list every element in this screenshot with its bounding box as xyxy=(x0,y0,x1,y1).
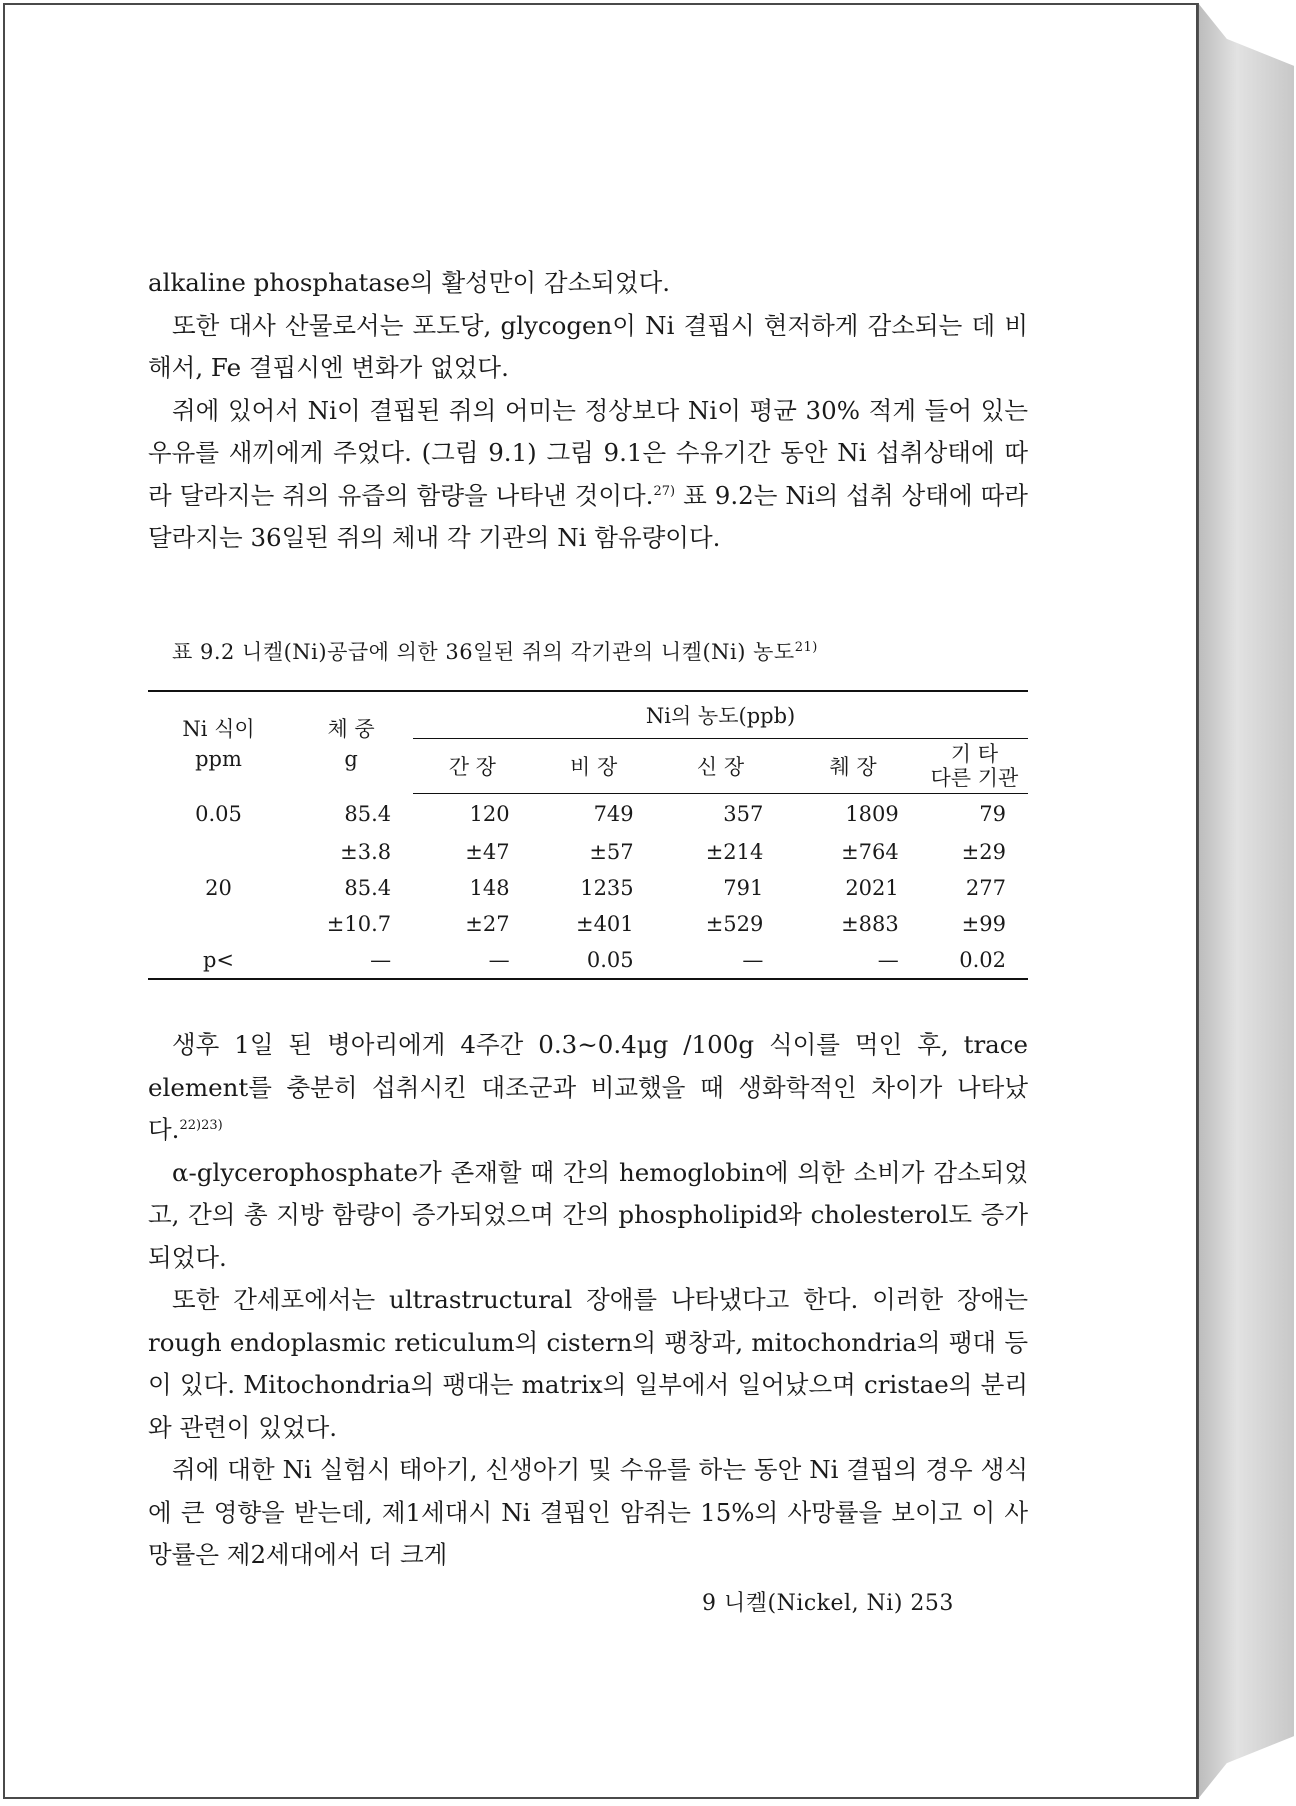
paragraph-3 xyxy=(148,390,1028,560)
table-row: 20 85.4 148 1235 791 2021 277 xyxy=(205,875,1006,900)
book-spine xyxy=(1198,3,1294,1799)
table-row: ±3.8 ±47 ±57 ±214 ±764 ±29 xyxy=(340,839,1006,864)
running-footer: 9 니켈(Nickel, Ni) 253 xyxy=(702,1591,954,1616)
table-caption-ref: 21) xyxy=(794,640,818,655)
col-spleen: 비 장 xyxy=(532,739,656,794)
table-row: ±10.7 ±27 ±401 ±529 ±883 ±99 xyxy=(326,911,1006,936)
body-text-top xyxy=(148,262,1028,560)
body-text-bottom xyxy=(148,1024,1028,1577)
data-table xyxy=(148,690,1028,980)
reference-22-23: 22)23) xyxy=(179,1117,223,1133)
paragraph-5-text: 생후 1일 된 병아리에게 4주간 0.3~0.4μg /100g 식이를 먹인 후, trace element를 충분히 섭취시킨 대조군과 비교했을 때 생화학적인 차이가 나타났다. xyxy=(148,1030,1028,1144)
table-caption-text: 표 9.2 니켈(Ni)공급에 의한 36일된 쥐의 각기관의 니켈(Ni) 농도 xyxy=(172,640,795,664)
paragraph-3-tail: 표 9.2는 Ni의 섭취 상태에 따라 달라지는 36일된 쥐의 체내 각 기관의 Ni 함유량이다. xyxy=(148,480,1028,552)
ni-concentration-header: Ni의 농도(ppb) xyxy=(413,691,1028,739)
table-row: p< — — 0.05 — — 0.02 xyxy=(148,942,1028,979)
col-liver: 간 장 xyxy=(413,739,531,794)
col-kidney: 신 장 xyxy=(656,739,786,794)
col-pancreas: 췌 장 xyxy=(785,739,920,794)
paragraph-3-text: 쥐에 있어서 Ni이 결핍된 쥐의 어미는 정상보다 Ni이 평균 30% 적게 들어 있는 우유를 새끼에게 주었다. (그림 9.1) 그림 9.1은 수유기간 동안 Ni 섭취상태에 따라 달라지는 쥐의 유즙의 함량을 나타낸 것이다. xyxy=(148,395,1028,510)
col-other-organs: 기 타 다른 기관 xyxy=(921,739,1028,794)
paragraph-7: 또한 간세포에서는 ultrastructural 장애를 나타냈다고 한다. 이러한 장애는 rough endoplasmic reticulum의 cistern의 팽창과, mitochondria의 팽대 등이 있다. Mitochondria의 팽대는 matrix의 일부에서 일어났으며 cristae의 분리와 관련이 있었다. xyxy=(148,1285,1028,1442)
spine-edge xyxy=(1198,3,1199,1799)
paragraph-2: 또한 대사 산물로서는 포도당, glycogen이 Ni 결핍시 현저하게 감소되는 데 비해서, Fe 결핍시엔 변화가 없었다. xyxy=(148,310,1028,382)
paragraph-1: alkaline phosphatase의 활성만이 감소되었다. xyxy=(148,268,671,297)
table-caption xyxy=(172,636,1022,666)
col-diet-header: Ni 식이 ppm xyxy=(182,717,255,771)
paragraph-5 xyxy=(148,1024,1028,1152)
paragraph-6: α-glycerophosphate가 존재할 때 간의 hemoglobin에 의한 소비가 감소되었고, 간의 총 지방 함량이 증가되었으며 간의 phospholipid와 cholesterol도 증가되었다. xyxy=(148,1157,1028,1272)
paragraph-8: 쥐에 대한 Ni 실험시 태아기, 신생아기 및 수유를 하는 동안 Ni 결핍의 경우 생식에 큰 영향을 받는데, 제1세대시 Ni 결핍인 암쥐는 15%의 사망률을 보이고 이 사망률은 제2세대에서 더 크게 xyxy=(148,1455,1028,1569)
reference-27: 27) xyxy=(653,483,676,499)
col-weight-header: 체 중 g xyxy=(327,717,375,771)
table-row: 0.05 85.4 120 749 357 1809 79 xyxy=(195,801,1006,826)
